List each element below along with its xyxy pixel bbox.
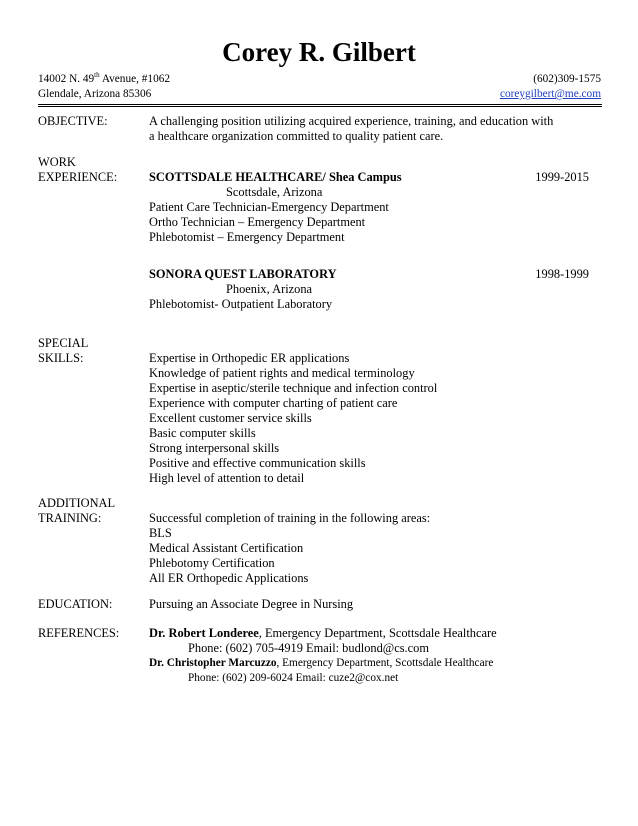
reference-affiliation: , Emergency Department, Scottsdale Healthcare bbox=[258, 626, 497, 640]
training-item: All ER Orthopedic Applications bbox=[149, 571, 309, 585]
objective-line: a healthcare organization committed to quality patient care. bbox=[149, 129, 444, 143]
work-experience-label: WORK EXPERIENCE: bbox=[38, 155, 118, 184]
header-divider-bottom bbox=[38, 106, 602, 107]
candidate-name: Corey R. Gilbert bbox=[222, 37, 416, 67]
reference-contact: Phone: (602) 209-6024 Email: cuze2@cox.net bbox=[188, 672, 399, 684]
employment-years: 1998-1999 bbox=[535, 267, 589, 281]
job-position: Ortho Technician – Emergency Department bbox=[149, 215, 366, 229]
skill-item: Excellent customer service skills bbox=[149, 411, 312, 425]
skill-item: Strong interpersonal skills bbox=[149, 441, 280, 455]
reference-entry bbox=[149, 626, 603, 641]
email-link[interactable]: coreygilbert@me.com bbox=[499, 88, 601, 100]
education-text: Pursuing an Associate Degree in Nursing bbox=[149, 597, 354, 611]
employment-years: 1999-2015 bbox=[535, 170, 589, 184]
job-location: Phoenix, Arizona bbox=[226, 282, 313, 296]
references-list bbox=[149, 626, 603, 686]
objective-text bbox=[149, 114, 603, 144]
training-item: Medical Assistant Certification bbox=[149, 541, 304, 555]
training-item: Phlebotomy Certification bbox=[149, 556, 275, 570]
training-intro: Successful completion of training in the following areas: bbox=[149, 511, 431, 525]
job-location: Scottsdale, Arizona bbox=[226, 185, 323, 199]
employer-line bbox=[149, 170, 603, 185]
skill-item: Experience with computer charting of patient care bbox=[149, 396, 398, 410]
address-block bbox=[38, 72, 170, 102]
contact-block bbox=[500, 72, 601, 102]
skills-list bbox=[149, 351, 603, 486]
job-scottsdale bbox=[149, 170, 603, 245]
job-position: Patient Care Technician-Emergency Department bbox=[149, 200, 389, 214]
skills-label: SPECIAL SKILLS: bbox=[38, 336, 89, 365]
references-label: REFERENCES: bbox=[38, 626, 120, 640]
address-city: Glendale, Arizona 85306 bbox=[38, 88, 152, 100]
skill-item: High level of attention to detail bbox=[149, 471, 305, 485]
skill-item: Expertise in aseptic/sterile technique and infection control bbox=[149, 381, 438, 395]
skill-item: Positive and effective communication skills bbox=[149, 456, 366, 470]
education-label: EDUCATION: bbox=[38, 597, 113, 611]
job-position: Phlebotomist – Emergency Department bbox=[149, 230, 345, 244]
skill-item: Expertise in Orthopedic ER applications bbox=[149, 351, 350, 365]
employer-name: SCOTTSDALE HEALTHCARE/ Shea Campus bbox=[149, 170, 402, 184]
job-position: Phlebotomist- Outpatient Laboratory bbox=[149, 297, 333, 311]
phone-number: (602)309-1575 bbox=[533, 73, 601, 85]
header-divider-top bbox=[38, 104, 602, 105]
training-item: BLS bbox=[149, 526, 172, 540]
reference-name: Dr. Christopher Marcuzzo bbox=[149, 657, 277, 669]
objective-line: A challenging position utilizing acquired experience, training, and education with bbox=[149, 114, 554, 128]
training-label: ADDITIONAL TRAINING: bbox=[38, 496, 116, 525]
objective-label: OBJECTIVE: bbox=[38, 114, 108, 128]
employer-line bbox=[149, 267, 603, 282]
reference-entry bbox=[149, 656, 603, 671]
ordinal-suffix: th bbox=[94, 71, 100, 80]
training-list bbox=[149, 511, 603, 586]
address-street: 14002 N. 49th Avenue, #1062 bbox=[38, 71, 171, 85]
skill-item: Basic computer skills bbox=[149, 426, 256, 440]
reference-affiliation: , Emergency Department, Scottsdale Healthcare bbox=[276, 657, 494, 669]
reference-contact: Phone: (602) 705-4919 Email: budlond@cs.com bbox=[188, 641, 429, 655]
employer-name: SONORA QUEST LABORATORY bbox=[149, 267, 337, 281]
job-sonora-quest bbox=[149, 267, 603, 312]
skill-item: Knowledge of patient rights and medical terminology bbox=[149, 366, 415, 380]
reference-name: Dr. Robert Londeree bbox=[149, 626, 259, 640]
